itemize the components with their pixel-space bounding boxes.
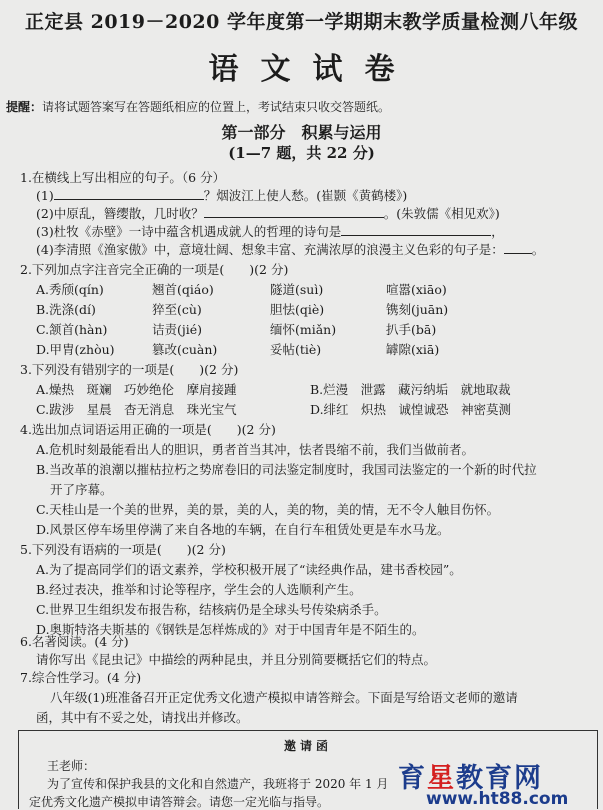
q5-stem: 5.下列没有语病的一项是( )(2 分) [20,542,226,557]
q3-stem: 3.下列没有错别字的一项是( )(2 分) [20,362,239,377]
q1-s1-pre: (1) [36,188,54,203]
q7-stem: 7.综合性学习。(4 分) [20,670,142,685]
q6-text: 请你写出《昆虫记》中描绘的两种昆虫，并且分别简要概括它们的特点。 [36,652,437,667]
q2-option: 扒手(bā) [386,322,437,337]
answer-blank [504,242,532,254]
q2-option: 诘责(jié) [152,322,203,337]
q2-option: D.甲胄(zhòu) [36,342,115,357]
part-subtitle: (1—7 题，共 22 分) [228,144,375,162]
q2-option: 翘首(qiáo) [152,282,214,297]
q3-option-d: D.绯红 炽热 诚惶诚恐 神密莫测 [310,402,512,417]
invitation-title: 邀请函 [283,739,332,753]
q1-s1 [36,188,407,204]
watermark-star-char: 星 [427,763,456,794]
invitation-line-1: 为了宣传和保护我县的文化和自然遗产，我班将于 2020 年 1 月 [47,777,389,791]
q2-option: 妥帖(tiè) [270,342,322,357]
q1-s2 [36,206,500,222]
invitation-greeting: 王老师： [47,759,96,773]
q3-option-c: C.跋涉 星晨 杳无消息 珠光宝气 [36,402,237,417]
q4-option-b: B.当改革的浪潮以摧枯拉朽之势席卷旧的司法鉴定制度时，我国司法鉴定的一个新的时代拉 [36,462,537,477]
q1-stem: 1.在横线上写出相应的句子。（6 分） [20,170,226,185]
q1-s4-text: (4)李清照《渔家傲》中，意境壮阔、想象丰富、充满浓厚的浪漫主义色彩的句子是： [36,242,504,257]
q2-option: C.颔首(hàn) [36,322,108,337]
q4-stem: 4.选出加点词语运用正确的一项是( )(2 分) [20,422,276,437]
q5-option-c: C.世界卫生组织发布报告称，结核病仍是全球头号传染病杀手。 [36,602,387,617]
answer-blank [54,188,204,200]
q3-option-b: B.烂漫 泄露 藏污纳垢 就地取裁 [310,382,511,397]
q4-option-a: A.危机时刻最能看出人的胆识，勇者首当其冲，怯者畏缩不前，我们当做前者。 [36,442,475,457]
q2-option: 缅怀(miǎn) [270,322,337,337]
q4-option-b-cont: 开了序幕。 [50,482,113,497]
q7-text-2: 函，其中有不妥之处，请找出并修改。 [36,710,249,725]
q2-stem: 2.下列加点字注音完全正确的一项是( )(2 分) [20,262,289,277]
watermark-url: www.ht88.com [426,789,569,809]
subject-title: 语文试卷 [208,52,417,87]
notice-text: 请将试题答案写在答题纸相应的位置上，考试结束只收交答题纸。 [42,100,391,114]
notice-label: 提醒： [6,100,43,114]
q2-option: 隧道(suì) [270,282,324,297]
q2-option: 胆怯(qiè) [270,302,325,317]
q5-option-a: A.为了提高同学们的语文素养，学校积极开展了“读经典作品，建书香校园”。 [36,562,462,577]
q1-s3-post: ， [491,224,504,239]
q1-s3-pre: (3)杜牧《赤壁》一诗中蕴含机遇成就人的哲理的诗句是 [36,224,342,239]
q2-option: A.秀颀(qín) [36,282,104,297]
answer-blank [204,206,384,218]
answer-blank [341,224,491,236]
q5-option-d: D.奥斯特洛夫斯基的《钢铁是怎样炼成的》对于中国青年是不陌生的。 [36,622,425,637]
q2-option: 猝至(cù) [152,302,202,317]
q1-s1-post: ？烟波江上使人愁。(崔颢《黄鹤楼》) [203,188,408,203]
q4-option-c: C.天桂山是一个美的世界，美的景，美的人，美的物，美的情，无不令人触目伤怀。 [36,502,500,517]
part-title: 第一部分 积累与运用 [221,123,382,142]
q5-option-b: B.经过表决，推举和讨论等程序，学生会的人选顺利产生。 [36,582,362,597]
q4-option-d: D.风景区停车场里停满了来自各地的车辆，在自行车租赁处更是车水马龙。 [36,522,450,537]
q3-option-a: A.燥热 斑斓 巧妙绝伦 摩肩接踵 [36,382,237,397]
q2-option: 篡改(cuàn) [152,342,218,357]
invitation-line-2: 定优秀文化遗产模拟申请答辩会。请您一定光临与指导。 [29,795,330,809]
watermark-logo [392,752,603,809]
watermark-brand: 育星教育网 [398,763,543,794]
q2-option: 镌刻(juān) [386,302,449,317]
q6-stem: 6.名著阅读。(4 分) [20,634,129,649]
exam-title: 正定县 2019－2020 学年度第一学期期末教学质量检测八年级 [25,11,578,33]
notice [6,98,390,115]
q1-s2-pre: (2)中原乱，簪缨散，几时收？ [36,206,204,221]
q1-s3 [36,224,504,240]
q2-option: 罅隙(xiā) [386,342,440,357]
q7-text-1: 八年级(1)班准备召开正定优秀文化遗产模拟申请答辩会。下面是写给语文老师的邀请 [50,690,518,705]
q1-s2-post: 。(朱敦儒《相见欢》) [383,206,500,221]
q2-option: 喧嚣(xiāo) [386,282,447,297]
q1-s4 [36,242,544,258]
q2-option: B.洗涤(dí) [36,302,96,317]
q1-s4-end: 。 [531,242,545,257]
